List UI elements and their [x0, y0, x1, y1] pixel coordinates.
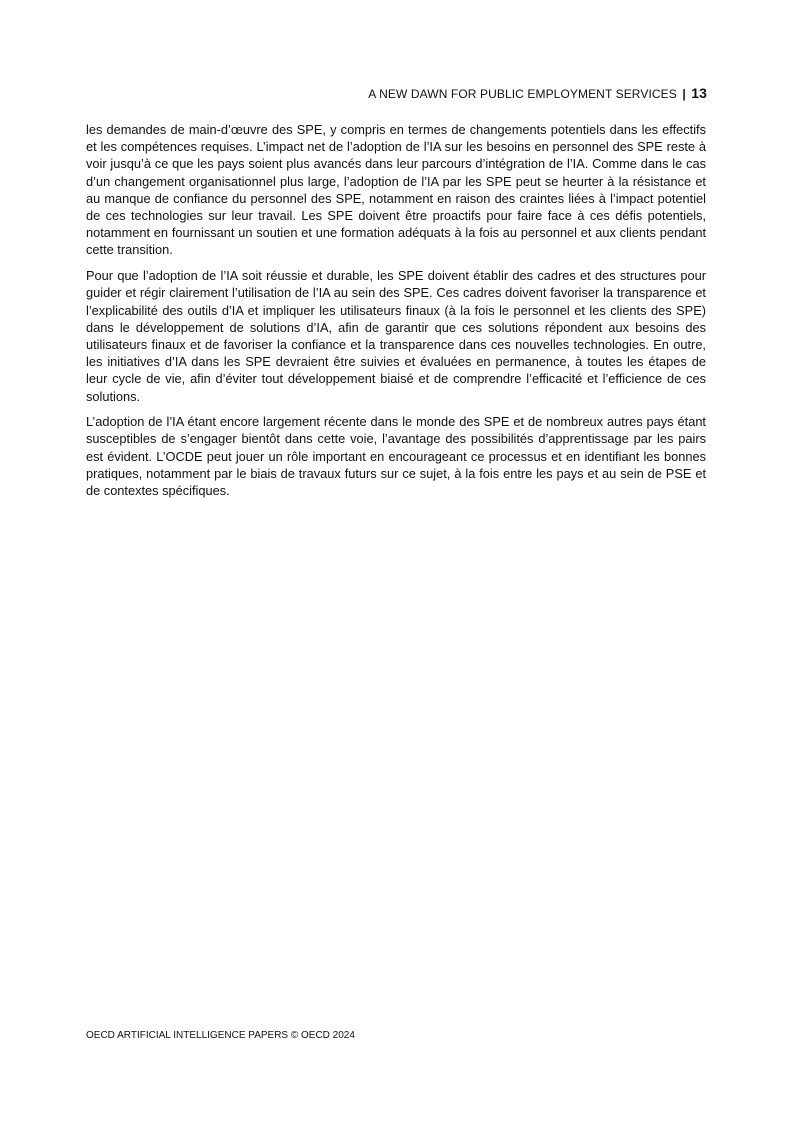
page-number: 13 [691, 85, 707, 101]
paragraph-3: L’adoption de l’IA étant encore largement récente dans le monde des SPE et de nombreux autres pays étant susceptibles de s’engager bientôt dans cette voie, l’avantage des possibilités d’apprentissage par les pairs est évident. L’OCDE peut jouer un rôle important en encourageant ce processus et en identifiant les bonnes pratiques, notamment par le biais de travaux futurs sur ce sujet, à la fois entre les pays et au sein de PSE et de contextes spécifiques. [86, 414, 706, 499]
running-title: A NEW DAWN FOR PUBLIC EMPLOYMENT SERVICES [368, 87, 677, 101]
page-footer: OECD ARTIFICIAL INTELLIGENCE PAPERS © OECD 2024 [86, 1030, 355, 1041]
page-header [368, 84, 707, 103]
header-separator: | [682, 87, 686, 101]
paragraph-2: Pour que l’adoption de l’IA soit réussie et durable, les SPE doivent établir des cadres et des structures pour guider et régir clairement l’utilisation de l’IA au sein des SPE. Ces cadres doivent favoriser la transparence et l’explicabilité des outils d’IA et impliquer les utilisateurs finaux (à la fois le personnel et les clients des SPE) dans le développement de solutions d’IA, afin de garantir que ces solutions répondent aux besoins des utilisateurs finaux et de favoriser la confiance et la transparence dans ces nouvelles technologies. En outre, les initiatives d’IA dans les SPE devraient être suivies et évaluées en permanence, à toutes les étapes de leur cycle de vie, afin d’éviter tout développement biaisé et de comprendre l’efficacité et l’efficience de ces solutions. [86, 268, 706, 404]
body-text [86, 121, 706, 508]
paragraph-1: les demandes de main-d’œuvre des SPE, y compris en termes de changements potentiels dans les effectifs et les compétences requises. L’impact net de l’adoption de l’IA sur les besoins en personnel des SPE reste à voir jusqu’à ce que les pays soient plus avancés dans leur parcours d’intégration de l’IA. Comme dans le cas d’un changement organisationnel plus large, l’adoption de l’IA par les SPE peut se heurter à la résistance et au manque de confiance du personnel des SPE, notamment en raison des craintes liées à l’impact potentiel de ces technologies sur leur travail. Les SPE doivent être proactifs pour faire face à ces défis potentiels, notamment en fournissant un soutien et une formation adéquats à la fois au personnel et aux clients pendant cette transition. [86, 122, 706, 258]
